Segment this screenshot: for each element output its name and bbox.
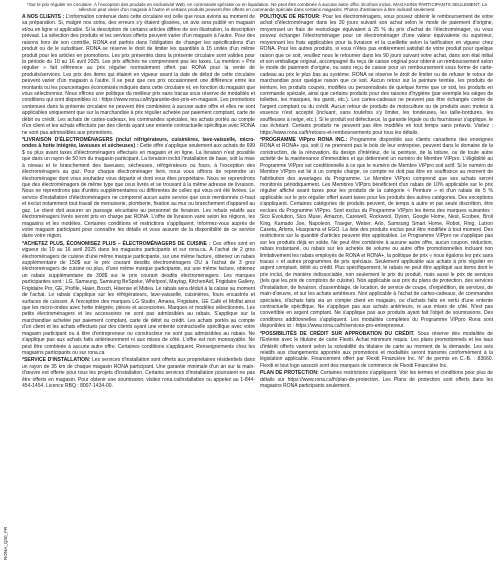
section-text: Cette offre s'applique seulement aux achats de 699 $ ou plus avant taxes d'électroménagers effectués en magasin et en ligne. La livraison n'est possible que dans un rayon de 50 km du magasin participant. La livraison inclut l'installation de base, soit la mise à niveau et le branchement des laveuses, sécheuses, réfrigérateurs ou fours, à l'exception des électroménagers au gaz. Pour chaque électroménager livré, nous vous offrons de reprendre un électroménager dont vous souhaitez vous départir et dont vous êtes propriétaire. Nous ne reprendrons que des électroménagers de même type que ceux livrés et se trouvant à la même adresse de livraison. Nous ne reprendrons pas d'unités supplémentaires ou différentes de celles qui vous ont été livrées. Le service d'installation d'électroménagers ne comprend aucun autre service que ceux mentionnés ci-haut et exclut notamment tout travail de menuiserie, plomberie, fixation au mur ou branchement d'appareil au gaz. Le client doit assurer un passage sécuritaire au personnel de livraison. Les rebuts relatifs aux électroménagers livrés seront pris en charge par RONA. L'offre de livraison varie selon les régions, les magasins et les modèles. Certaines conditions et restrictions s'appliquent. Informez-vous auprès de votre magasin participant pour connaître les détails et vous assurer de la disponibilité de ce service dans votre région.: [22, 143, 255, 240]
left-column: [22, 14, 255, 571]
vertical-code-text: RONA_Q30_FR: [3, 526, 8, 560]
section-text: Les services d'installation sont offerts aux propriétaires résidentiels dans un rayon de 35 km de chaque magasin RONA participant. Une garantie minimale d'un an sur la main-d'œuvre est offerte pour tous les projets d'installation. Certains services d'installation pourraient ne pas être offerts en magasin. Pour obtenir une soumission, visitez rona.ca/installation ou appelez au 1-844-454-1454. Licence RBQ : 8007-1434-00.: [22, 357, 255, 390]
section-heading: *ACHETEZ PLUS, ÉCONOMISEZ PLUS – ÉLECTROMÉNAGERS DE CUISINE :: [22, 240, 211, 247]
section-heading: À NOS CLIENTS :: [22, 14, 65, 20]
section-heading: PLAN DE PROTECTION:: [260, 370, 319, 377]
section-achetez-plus: [22, 241, 255, 357]
section-text: Pour les électroménagers, vous pouvez obtenir le remboursement de votre achat d'électroménager dans les 30 jours suivant son achat selon le mode de paiement d'origine, moyennant un frais de restockage équivalent à 25 % du prix d'achat de l'électroménager, ou vous pouvez échanger l'électroménager pour un électroménager d'une valeur équivalente ou supérieur, moyennant les frais applicables pour la livraison et la cueillette selon la tarification en vigueur chez RONA. Pour les autres produits, si vous n'êtes pas entièrement satisfait de votre produit pour quelque raison que ce soit, veuillez nous le retourner dans les 90 jours suivant votre achat, dans son état initial et son emballage original, accompagné du reçu de caisse original pour obtenir un remboursement selon le mode de paiement d'origine, ou sans reçu de caisse pour un remboursement sous forme de carte-cadeau au prix le plus bas au système. RONA se réserve le droit de limiter ou de refuser le retour de marchandise pour quelque raison que ce soit. Aucun retour sur la peinture teintée, les produits de teinture, les produits coupés, modifiés ou personnalisés de quelque forme que ce soit, les produits en commande spéciale, ainsi que certains produits pour des raisons d'hygiène (par exemple les sièges de toilettes, les masques, les gants, etc.). Les cartes-cadeaux ne peuvent pas être échangés contre de l'argent comptant ou du crédit. Aucun retour de produits de motoculture ou de produits avec moteur à essence n'est accepté (incluant, sans toutefois s'y limiter, les tondeuses, les taille-bordures, les souffleuses à neige, etc.). Si le produit est défectueux, la garantie légale ou du fournisseur s'applique, le cas échéant. Certains produits ne peuvent pas être modifiés en tout temps sans préavis. Visitez : https://www.rona.ca/fr/retours-et-remboursements pour tous les détails.: [260, 14, 493, 136]
legal-columns: [22, 14, 493, 571]
section-installation: [22, 357, 255, 389]
section-credit: [260, 331, 493, 370]
section-heading: *PROGRAMME VIPpro RONA INC.:: [260, 137, 348, 144]
section-text: L'information contenue dans cette circulaire est celle que nous avions au moment de sa préparation. Si, malgré nos soins, des erreurs s'y étaient glissées, un avis sera publié en magasin et/ou en ligne si applicable. Si la description de certains articles diffère de son illustration, la description prévaut. La sélection des produits et les services offerts peuvent varier d'un magasin à l'autre. Pour des raisons hors de son contrôle, RONA est parfois dans l'obligation de changer les spécifications d'un produit ou de le substituer. RONA se réserve le droit de limiter les quantités à 15 unités d'un même produit pour les articles en promotions. Les prix présentés dans la présente circulaire sont valides pour la période du 10 au 16 avril 2025. Les prix affichés ne comprennent pas les taxes. La mention « Prix régulier » fait référence au prix régulier normalement offert par RONA pour la vente de produits/services. Les prix des items qui étaient en vigueur avant la date de début de cette circulaire peuvent varier d'un magasin à l'autre. Il se peut que ces prix occasionnent une différence entre les montants ou les pourcentages économisés indiqués dans cette circulaire et, en fonction du magasin que vous sélectionnez. Nous offrons une politique du meilleur prix sans tracas sous réserve de modalités et conditions qui sont disponibles ici : https://www.rona.ca/fr/garantie-des-prix-en-magasin. Les promotions contenues dans la présente circulaire ne peuvent être combinées à aucune autre offre et elles ne sont applicables uniquement que sur la marchandise à prix régulier achetée par paiement comptant, carte de débit ou crédit. Les achats de cartes-cadeaux, les commandes spéciales, les achats portés au compte d'un client et les achats effectués par des clients ayant une entente contractuelle spécifique avec RONA ne sont pas admissibles aux promotions.: [22, 14, 255, 136]
section-heading: *LIVRAISON D'ÉLECTROMÉNAGERS (inclut réfrigérateurs, cuisinières, lave-vaisselle, micro-ondes à hotte intégrée, laveuses et sécheuses) :: [22, 137, 255, 150]
section-text: Certaines restrictions s'appliquent. Voir les termes et conditions pour plus de détails sur https://www.rona.ca/fr/plan-de-protection. Les Plans de protection sont offerts dans les magasins RONA participants seulement.: [260, 370, 493, 390]
section-retour: [260, 14, 493, 136]
disclaimer-note: *Sur le prix régulier en circulaire. À l'exception des produits en exclusivité Web, en commande spéciale ou en liquidation. Ne peut être combinée à aucune autre offre. Écofrais inclus. MAGASINS PARTICIPANTS SEULEMENT. La sélection peut varier d'un magasin à l'autre et certains produits peuvent être offerts en commande spéciale dans certains magasins. Photos d'ambiance à titre indicatif seulement.: [27, 2, 487, 13]
right-column: [260, 14, 493, 571]
vertical-code-label: [2, 500, 10, 560]
section-livraison: [22, 137, 255, 240]
section-text: Ces offres sont en vigueur du 10 au 16 avril 2025 dans les magasins participants et sur rona.ca. À l'achat de 2 gros électroménagers de cuisine d'une même marque participante, sur une même facture, obtenez un rabais supplémentaire de 150$ sur le prix courant desdits électroménagers OU à l'achat de 3 gros électroménagers de cuisine ou plus, d'une même marque participante, sur une même facture, obtenez un rabais supplémentaire de 300$ sur le prix courant desdits électroménagers. Les marques participantes sont : LG, Samsung, Samsung BeSpoke, Whirlpool, Maytag, KitchenAid, Frigidaire Gallery, Frigidaire Pro, GE, Profile, Haier, Bosch, Hisense et Midea. Le rabais sera déduit à la caisse au moment de l'achat. Le rabais s'applique sur les réfrigérateurs, lave-vaisselle, cuisinières, fours encastrés et surfaces de cuisson. À l'exception des marques LG Studio, Amana, Frigidaire, GE Café et Moffat ainsi que les micro-ondes avec hotte intégrée, pièces et accessoires. Marques et modèles sélectionnés. Les petits électroménagers et les accessoires ne sont pas admissibles au rabais. S'applique sur la marchandise achetée par paiement comptant, carte de débit ou crédit. Les achats portés au compte d'un client et les achats effectués par des clients ayant une entente contractuelle spécifique avec votre magasin participant ou à titre d'entrepreneur ou constructeur ne sont pas admissibles au rabais. Ne s'applique pas aux achats faits antérieurement ni aux mises de côté. L'offre est non monnayable. Ne peut être combinée à aucune autre offre. Certaines conditions s'appliquent. Renseignements chez les magasins participants ou sur rona.ca: [22, 240, 255, 356]
section-protection: [260, 370, 493, 389]
section-vippro: [260, 137, 493, 330]
section-heading: POLITIQUE DE RETOUR:: [260, 14, 321, 20]
section-heading: *POSSIBILITÉS DE CRÉDIT SUR APPROBATION DU CRÉDIT.: [260, 330, 415, 337]
section-heading: *SERVICE D'INSTALLATION:: [22, 357, 91, 364]
section-text: Sous réserve des modalités de l'Entente avec le titulaire de carte Flexiti. Achat minimum requis. Les plans promotionnels et les taux d'intérêt offerts varient selon la solvabilité du titulaire de carte au moment de la demande. Les avis relatifs aux changements apportés aux promotions et modalités seront transmis conformément à la législation applicable. Financement offert par Flexiti Financière Inc. N° de permis en C.-B. : 83660. Flexiti et tout logo associé sont des marques de commerce de Flexiti Financière Inc.: [260, 330, 493, 369]
section-text: Programme disponible aux clients canadiens des enseignes RONA et RONA+ qui, soit i) ne prennent pas le bois de leur entreprise, peuvent dans le domaine de la construction, de la rénovation, du design d'intérieur, de la peinture, de la toiture, ou de toute autre activité de la maintenance d'immeubles et qui détiennent un numéro de Membre VIPpro. L'éligibilité au Programme VIPpro est conditionnelle à ce que le numéro de Membre VIPpro soit actif. Si le numéro de Membre VIPpro est lié à un compte charge, ce compte ne doit pas être en souffrance au moment de l'attribution des avantages du Programme. Le Membre VIPpro comprend que ses achats seront monitorés périodiquement. Les Membres VIPpro bénéficient d'un rabais de 10% applicable sur le prix régulier affiché avant taxes pour les produits de la catégorie « Peinture » et d'un rabais de 5 % applicable sur le prix régulier offert avant taxes pour les produits des autres catégories. Des exceptions s'appliquent. Certaines catégories de produits peuvent, de temps à autre et par seule discrétion, être exclues du Programme VIPpro. Sont exclus du Programme VIPpro les items des marques suivantes : Sico Évolution, Sico Muse, Amazon, Carewell, Rockwool, Dyson, Google Home, Nest, Ecobee, Broil King, Kamado Joe, Napoleon, Traeger, Weber, Arlo, Samsung Smart Home, Robot, Ring, Lutron Caseta, Arlens, Husqvarna et EGO. La liste des produits exclus peut être modifiée à tout moment. Des restrictions sur la quantité d'articles peuvent être applicables. Le Programme VIPpro ne s'applique pas sur les produits déjà en solde. Ne peut être combinée à aucune autre offre, aucun coupon, réduction, rabais instantané, ou rabais sur les achetés de volume ou autre offre promotionnelles incluant non limitativement les rabais employés de RONA et RONA+, la politique de prix « nous égalons les prix sans tracas » et autres programmes de prix spéciaux. Seulement applicable aux achats à prix régulier en argent comptant, débit ou crédit. Plus spécifiquement, le rabais ne peut être appliqué aux items dont le prix inclut, de manière indissociable, non seulement le prix du produit, mais aussi le prix de services (tels que les prix de comptoirs de cuisine). Non applicable aux prix du plans de protection, des services d'installation, de livraison, d'assemblage, de location, de service de coupe, d'expédition, de services, de main-d'œuvre, et sur les achats antérieurs. Non applicable à l'achat de cartes-cadeaux, de commandes spéciales, d'achats faits via un compte client en magasin, ou d'achats faits en vertu d'une entente contractuelle spécifique. Ne s'applique pas aux achats antérieurs, ni aux mises de côté. N'est pas convertible en argent comptant. Ne s'applique pas aux produits ayant fait l'objet de soumissions. Des conditions additionnelles s'appliquent. Les modalités complètes du Programme VIPpro Rona sont disponibles ici : https://www.rona.ca/fr/services-pro-entrepreneur.: [260, 137, 493, 330]
section-clients: [22, 14, 255, 136]
